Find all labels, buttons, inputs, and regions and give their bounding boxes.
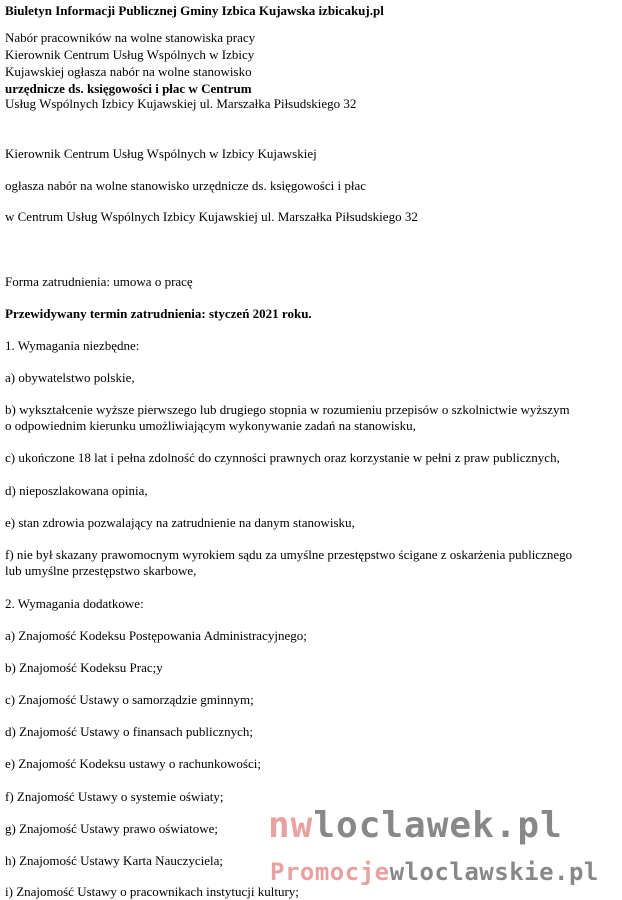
employment-form: Forma zatrudnienia: umowa o pracę xyxy=(5,274,193,289)
requirement-item: d) nieposzlakowana opinia, xyxy=(5,483,148,498)
additional-item: a) Znajomość Kodeksu Postępowania Administracyjnego; xyxy=(5,628,307,643)
additional-heading: 2. Wymagania dodatkowe: xyxy=(5,596,144,611)
additional-item: i) Znajomość Ustawy o pracownikach instytucji kultury; xyxy=(5,884,299,899)
requirement-item: f) nie był skazany prawomocnym wyrokiem sądu za umyślne przestępstwo ścigane z oskarżenia publicznego xyxy=(5,547,573,562)
requirement-item: c) ukończone 18 lat i pełna zdolność do czynności prawnych oraz korzystanie w pełni z praw publicznych, xyxy=(5,450,560,465)
requirement-item: b) wykształcenie wyższe pierwszego lub drugiego stopnia w rozumieniu przepisów o szkolnictwie wyższym xyxy=(5,402,570,417)
intro-line-2: ogłasza nabór na wolne stanowisko urzędnicze ds. księgowości i płac xyxy=(5,178,367,193)
watermark-gray-part: wloclawskie.pl xyxy=(389,858,599,886)
requirement-item: a) obywatelstwo polskie, xyxy=(5,370,135,385)
watermark-logo xyxy=(268,806,563,846)
summary-line-1: Nabór pracowników na wolne stanowiska pracy xyxy=(5,30,256,45)
watermark-gray-part: loclawek.pl xyxy=(313,805,563,846)
summary-line-2: Kierownik Centrum Usług Wspólnych w Izbicy xyxy=(5,47,255,62)
summary-line-3: Kujawskiej ogłasza nabór na wolne stanowisko xyxy=(5,64,252,79)
additional-item: d) Znajomość Ustawy o finansach publicznych; xyxy=(5,724,254,739)
employment-date: Przewidywany termin zatrudnienia: styczeń 2021 roku. xyxy=(5,306,312,321)
additional-item: h) Znajomość Ustawy Karta Nauczyciela; xyxy=(5,853,224,868)
page-title: Biuletyn Informacji Publicznej Gminy Izbica Kujawska izbicakuj.pl xyxy=(5,3,384,18)
intro-line-1: Kierownik Centrum Usług Wspólnych w Izbicy Kujawskiej xyxy=(5,146,317,161)
additional-item: g) Znajomość Ustawy prawo oświatowe; xyxy=(5,821,219,836)
summary-line-5: Usług Wspólnych Izbicy Kujawskiej ul. Marszałka Piłsudskiego 32 xyxy=(5,96,357,111)
intro-line-3: w Centrum Usług Wspólnych Izbicy Kujawskiej ul. Marszałka Piłsudskiego 32 xyxy=(5,209,418,224)
additional-item: e) Znajomość Kodeksu ustawy o rachunkowości; xyxy=(5,756,261,771)
additional-item: f) Znajomość Ustawy o systemie oświaty; xyxy=(5,789,224,804)
required-heading: 1. Wymagania niezbędne: xyxy=(5,338,140,353)
summary-line-4: urzędnicze ds. księgowości i płac w Centrum xyxy=(5,81,252,96)
requirement-item: lub umyślne przestępstwo skarbowe, xyxy=(5,563,197,578)
additional-item: b) Znajomość Kodeksu Prac;y xyxy=(5,660,163,675)
watermark-tagline xyxy=(270,858,599,886)
requirement-item: e) stan zdrowia pozwalający na zatrudnienie na danym stanowisku, xyxy=(5,515,355,530)
watermark-red-part: Promocje xyxy=(270,858,390,886)
requirement-item: o odpowiednim kierunku umożliwiającym wykonywanie zadań na stanowisku, xyxy=(5,418,416,433)
watermark-red-part: nw xyxy=(268,805,314,846)
additional-item: c) Znajomość Ustawy o samorządzie gminnym; xyxy=(5,692,254,707)
